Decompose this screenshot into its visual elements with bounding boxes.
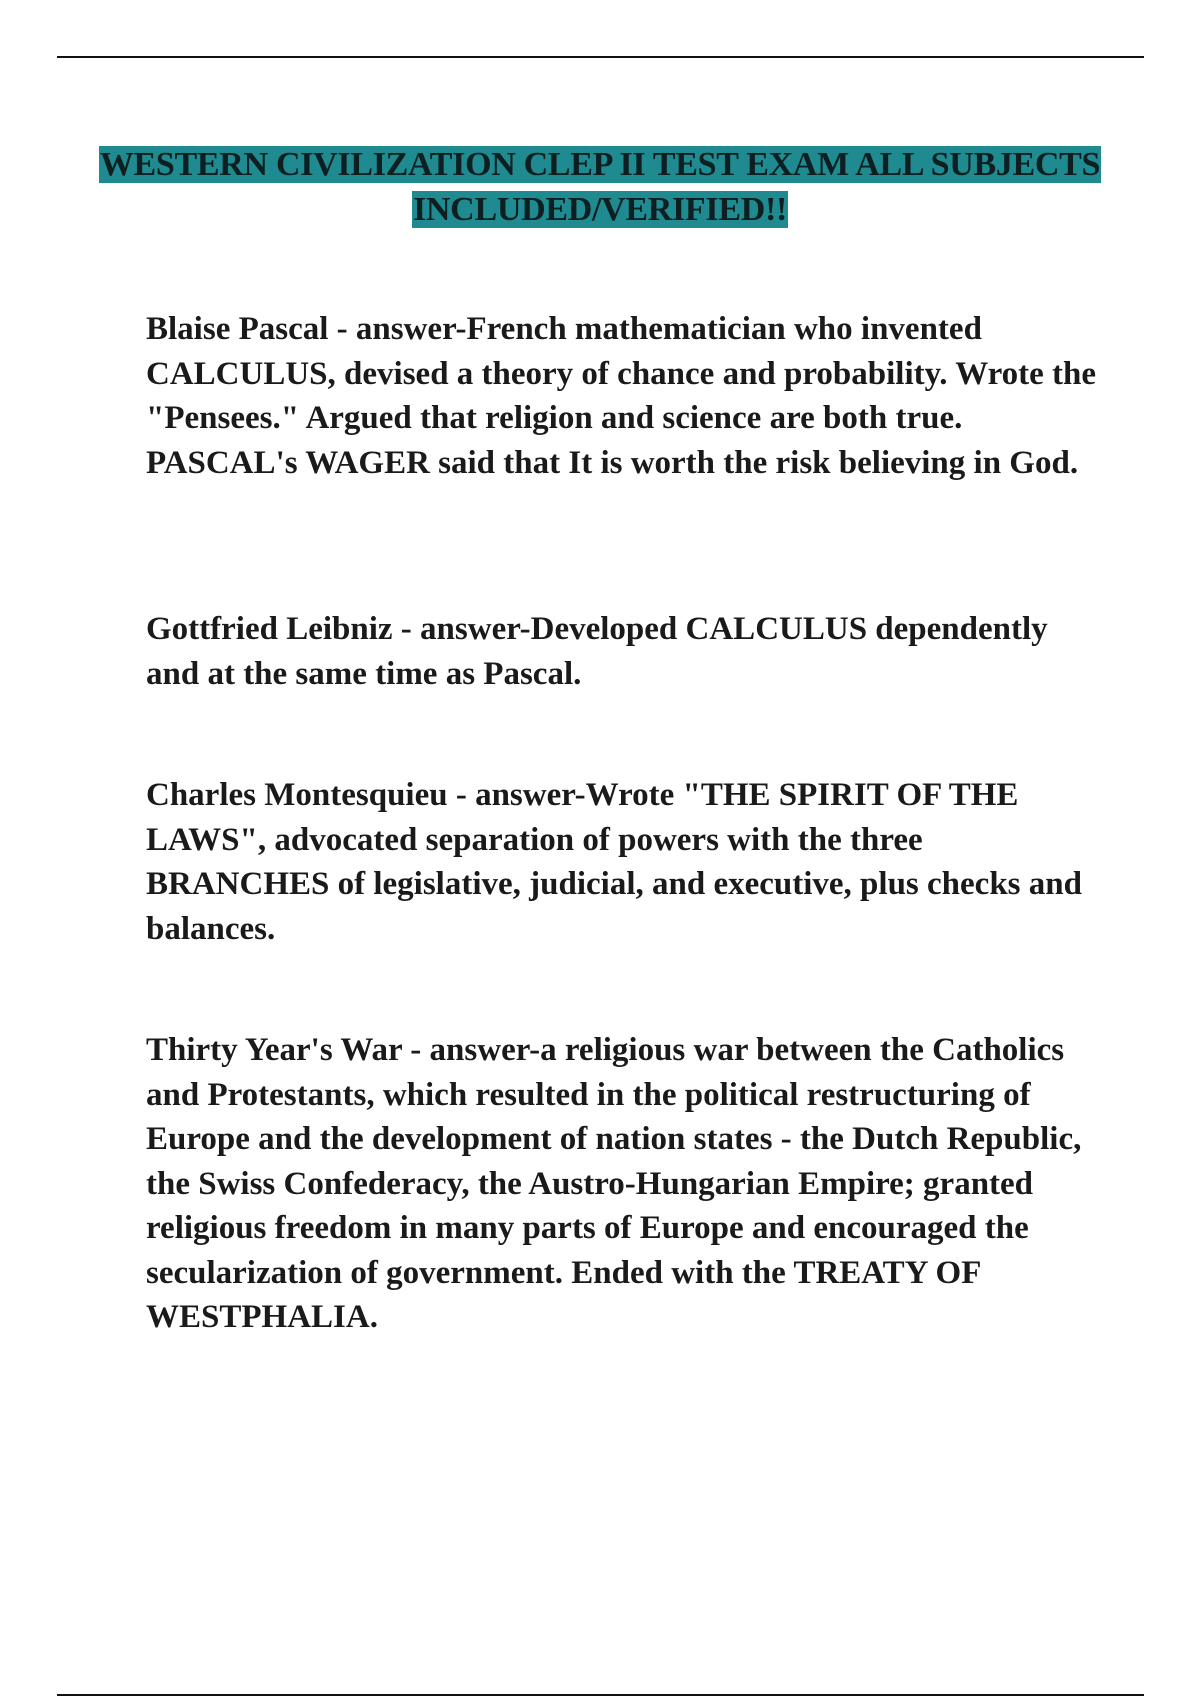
entry-thirty-years-war: Thirty Year's War - answer-a religious war between the Catholics and Protestants, which resulted in the political restructuring of Europe and the development of nation states - the Dutch Republic, the Swiss Confederacy, the Austro-Hungarian Empire; granted religious freedom in many parts of Europe and encouraged the secularization of government. Ended with the TREATY OF WESTPHALIA. (146, 1032, 1082, 1335)
document-title (60, 142, 1140, 232)
bottom-rule (57, 1694, 1144, 1696)
entry-blaise-pascal: Blaise Pascal - answer-French mathematician who invented CALCULUS, devised a theory of chance and probability. Wrote the "Pensees." Argued that religion and science are both true. PASCAL's WAGER said that It is worth the risk believing in God. (146, 311, 1097, 481)
document-title-text: WESTERN CIVILIZATION CLEP II TEST EXAM ALL SUBJECTS INCLUDED/VERIFIED!! (99, 146, 1101, 228)
entry-gottfried-leibniz: Gottfried Leibniz - answer-Developed CALCULUS dependently and at the same time as Pascal. (146, 611, 1048, 692)
top-rule (57, 56, 1144, 58)
entry-charles-montesquieu: Charles Montesquieu - answer-Wrote "THE SPIRIT OF THE LAWS", advocated separation of powers with the three BRANCHES of legislative, judicial, and executive, plus checks and balances. (146, 777, 1082, 947)
